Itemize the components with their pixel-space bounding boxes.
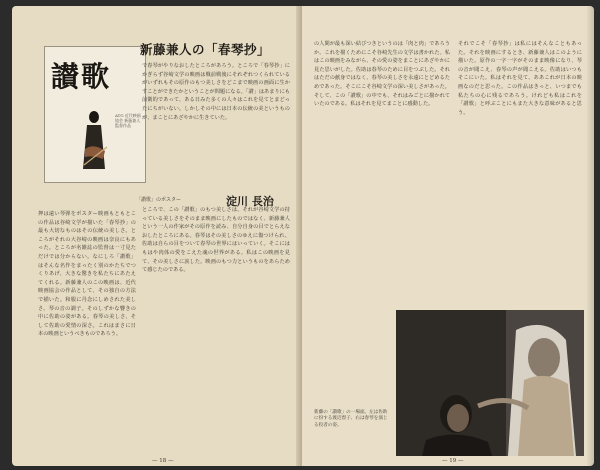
film-still-photo bbox=[396, 310, 584, 456]
poster-figure-illustration bbox=[79, 109, 109, 175]
right-page bbox=[302, 6, 594, 466]
left-page bbox=[12, 6, 302, 466]
body-text-column-2: で春琴がやりなおしたところがあろう。ところで「春琴抄」にかぎらず谷崎文学の映画は戦前戦後にそれぞれつくられているがいずれもその原作のもつ美しさをどこまで映画の画面に生かすことができたかということが問題になる。「讃」はあまりにも前衛的であって、ある日みた多くの人々はこれを見てとまどったにちがいない。しかしその中には日本の伝統の美というものが、まことにあざやかに生きていた。 bbox=[142, 63, 290, 121]
body-text-column-4: の人間が最も深い結びつきというのは「肉と肉」であろうか。これを描くためにこそ谷崎先生の文学は書かれた。私はこの映画をみながら、その愛の姿をまことにあざやかに見た思いがした。佐助は春琴のために目をつぶした。それはただの献身ではなく、春琴の美しさを永遠にとどめるためであった。そこにこそ谷崎文学の深い美しさがあった。そして、この「讃歌」の中でも、それはみごとに描かれていたのである。私はそれを見てまことに感動した。 bbox=[314, 41, 450, 108]
article-title: 新藤兼人の「春琴抄」 bbox=[140, 42, 271, 57]
page-number-left: — 18 — bbox=[152, 458, 174, 464]
body-text-column-1: 押は遠い琴弾をポスター映画もともとこの作品は谷崎文学が描いた「春琴抄」の最も大切なものはその伝統の美しさ。ところがそれの大谷崎の映画は奈良にもあった。ところが名雑誌の監督は一寸見ただけでは分からない。なにしろ「讃歌」はそんな名作をまったく別のかたちでつくりあげ、大きな驚きを私たちにあたえてくれる。新藤兼人のこの映画は、近代映画協会の作品として、その独自の方法で描いた。和服に丹念にしめされた美しさ。琴の音の調子。そのしずかな響きの中に佐助の姿がある。春琴の美しさ、そして佐助の愛情の深さ。これはまさに日本の映画というべきものであろう。 bbox=[38, 211, 136, 338]
film-poster bbox=[44, 46, 146, 183]
film-still-illustration bbox=[396, 310, 584, 456]
poster-credit: ATG 近代映画協会 新藤兼人監督作品 bbox=[115, 113, 141, 128]
poster-title: 讃歌 bbox=[51, 60, 112, 93]
body-text-column-5: それでこそ「春琴抄」は私にはそんなこともあった。それを映画にするとき、新藤兼人はこのように描いた。原作の一字一字がそのまま映像になり、琴の音が聞こえ、春琴の声が聞こえる。佐助はいつもそこにいた。私はそれを見て、ああこれが日本の映画なのだと思った。この作品はきっと、いつまでも私たちの心に残るであろう。けれども私はこれを「讃歌」と呼ぶことにもまた大きな意味があると思う。 bbox=[458, 41, 582, 116]
author-name: 淀川 長治 bbox=[226, 195, 274, 208]
page-number-right: — 19 — bbox=[442, 458, 464, 464]
poster-caption: 「讃歌」のポスター bbox=[136, 197, 182, 203]
page-edge-shadow bbox=[586, 6, 594, 466]
body-text-column-3: ところで、この「讃歌」のもつ美しさは、それが谷崎文学の持っている美しさをそのまま映画にしたものではなく、新藤兼人という一人の作家がその原作を読み、自分自身の目でとらえなおしたところにある。春琴はその美しさのゆえに傷つけられ、佐助は自らの目をついて春琴の世界にはいっていく。そこにはもはや肉体の愛をこえた魂の世界がある。私はこの映画を見て、その美しさに涙した。映画のもつ力というものをあらためて感じたのである。 bbox=[142, 207, 290, 274]
photo-caption: 新藤の「讃歌」の一場面。左は佐助に扮する渡辺督子、右は春琴を演じる役者の姿。 bbox=[314, 410, 388, 428]
